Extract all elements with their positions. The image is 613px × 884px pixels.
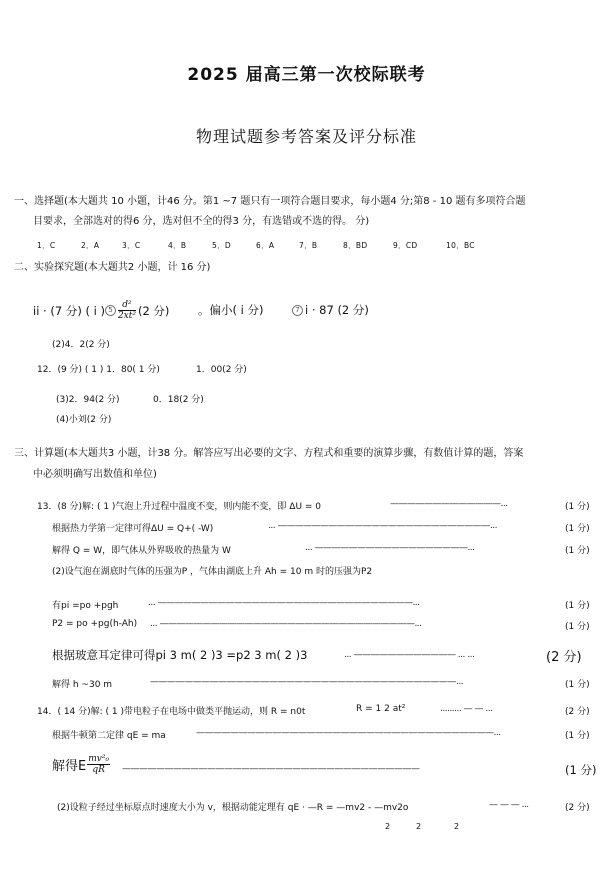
q13-line2-leader: ... —————————————————————————...: [268, 521, 498, 531]
q14-line3: [52, 754, 110, 775]
q13-line4: (2)设气泡在湖底时气体的压强为P ，气体由湖底上升 Ah = 10 m 时的压强为P2: [52, 567, 373, 577]
q13-line5-leader: ... ——————————————————————————————...: [148, 598, 420, 608]
q13-line5-score: (1 分): [565, 601, 590, 611]
q14-line1-score: (2 分): [565, 707, 590, 717]
q12-line3: (4)小刘(2 分): [56, 415, 112, 425]
mcq-answer-2: 2．A: [81, 241, 100, 250]
q13-line6-leader: ... ——————————————————————————————...: [150, 619, 422, 629]
q14-line2-score: (1 分): [565, 731, 590, 741]
q14-fraction-numerator: mv²₀: [88, 754, 110, 764]
q14-line1-leader: ......... — — ...: [440, 704, 493, 714]
mcq-answer-6: 6．A: [256, 241, 275, 250]
mcq-answer-9: 9．CD: [393, 241, 418, 250]
q13-line5: 有pi =po +pgh: [52, 601, 119, 611]
q11-fraction-denominator: 2xt²: [117, 311, 136, 321]
q13-line2: 根据热力学第一定律可得ΔU = Q+( -W): [52, 524, 214, 534]
q13-line7: 根据玻意耳定律可得pi 3 m( 2 )3 =p2 3 m( 2 )3: [52, 648, 308, 662]
q13-line1: 13．(8 分)解: ( 1 )气泡上升过程中温度不变，则内能不变，即 ΔU = 0: [37, 502, 322, 512]
q14-line4: (2)设粒子经过坐标原点时速度大小为 v，根据动能定理有 qE · —R = —mv2 - —mv2o: [57, 803, 409, 813]
q11-prefix: ii · (7 分) ( i ): [33, 303, 105, 318]
q12-line1b: 1．00(2 分): [196, 365, 247, 375]
mcq-answer-5: 5．D: [212, 241, 231, 250]
q13-line8: 解得 h ~30 m: [52, 680, 113, 690]
q14-denominator-1: 2: [385, 822, 391, 831]
mcq-answer-4: 4．B: [168, 241, 187, 250]
q14-fraction-denominator: qR: [92, 765, 105, 775]
q13-line8-score: (1 分): [565, 680, 590, 690]
q12-line2a: (3)2．94(2 分): [56, 395, 120, 405]
section1-heading-line2: 目要求，全部选对的得6 分，选对但不全的得3 分，有选错或不选的得。 分): [33, 216, 370, 227]
q14-line3-score: (1 分): [565, 763, 597, 777]
q12-line2b: 0．18(2 分): [153, 395, 204, 405]
q11-part3-text: i · 87 (2 分): [305, 303, 369, 317]
q14-fraction: [87, 754, 110, 775]
q14-line2: 根据牛顿第二定律 qE = ma: [52, 731, 166, 741]
q13-line7-leader: ... ———————————— ... ...: [344, 650, 475, 660]
q11-line1: [33, 300, 169, 321]
mcq-answer-8: 8．BD: [343, 241, 368, 250]
q12-line1: 12．(9 分) ( 1 ) 1．80( 1 分): [37, 365, 160, 375]
section2-heading: 二、实验探究题(本大题共2 小题，计 16 分): [14, 262, 211, 273]
q14-line2-leader: ———————————————————————————————————...: [196, 728, 501, 738]
circled-number-icon: 5: [105, 305, 116, 316]
q11-line2: (2)4．2(2 分): [52, 340, 110, 350]
q14-line4-leader: — — — ...: [489, 800, 529, 810]
q13-line1-score: (1 分): [565, 502, 590, 512]
document-subtitle: 物理试题参考答案及评分标准: [195, 127, 417, 146]
q13-line6: P2 = po +pg(h-Ah): [52, 619, 138, 629]
q11-score1: (2 分): [137, 303, 170, 318]
q14-line3-prefix: 解得E: [52, 759, 87, 774]
q11-part3: [292, 302, 369, 318]
section3-heading-line1: 三、计算题(本大题共3 小题，计38 分。解答应写出必要的文字、方程式和重要的演算步骤，有数值计算的题，答案: [14, 448, 524, 459]
mcq-answer-10: 10．BC: [446, 241, 475, 250]
q11-fraction-numerator: d²: [118, 300, 136, 311]
mcq-answer-7: 7．B: [299, 241, 318, 250]
q13-line1-leader: —————————————...: [390, 499, 508, 509]
mcq-answer-1: 1．C: [37, 241, 56, 250]
q13-line3-leader: ... ——————————————————...: [305, 543, 475, 553]
q14-line1: 14．( 14 分)解: ( 1 )带电粒子在电场中做类平抛运动，则 R = n0t: [37, 707, 306, 717]
q14-line4-score: (2 分): [565, 803, 590, 813]
q14-line3-leader: ———————————————————————————————————: [122, 764, 420, 774]
q14-denominator-3: 2: [454, 822, 460, 831]
section1-heading-line1: 一、选择题(本大题共 10 小题，计46 分。第1 ~7 题只有一项符合题目要求，每小题4 分;第8 - 10 题有多项符合题: [14, 196, 526, 207]
q11-fraction: [118, 300, 136, 321]
q13-line3: 解得 Q = W，即气体从外界吸收的热量为 W: [52, 546, 231, 556]
q14-denominator-2: 2: [416, 822, 422, 831]
q14-line1-tail: R = 1 2 at²: [356, 704, 406, 714]
q13-line8-leader: ————————————————————————————————————...: [150, 677, 464, 687]
section3-heading-line2: 中必须明确写出数值和单位): [33, 469, 157, 480]
q13-line3-score: (1 分): [565, 546, 590, 556]
document-title: 2025 届高三第一次校际联考: [187, 65, 426, 85]
q13-line2-score: (1 分): [565, 524, 590, 534]
mcq-answer-3: 3．C: [122, 241, 141, 250]
q13-line6-score: (1 分): [565, 622, 590, 632]
q13-line7-score: (2 分): [546, 650, 582, 665]
circled-number-icon: 7: [292, 305, 303, 316]
q11-part2: 。偏小( i 分): [198, 303, 264, 317]
